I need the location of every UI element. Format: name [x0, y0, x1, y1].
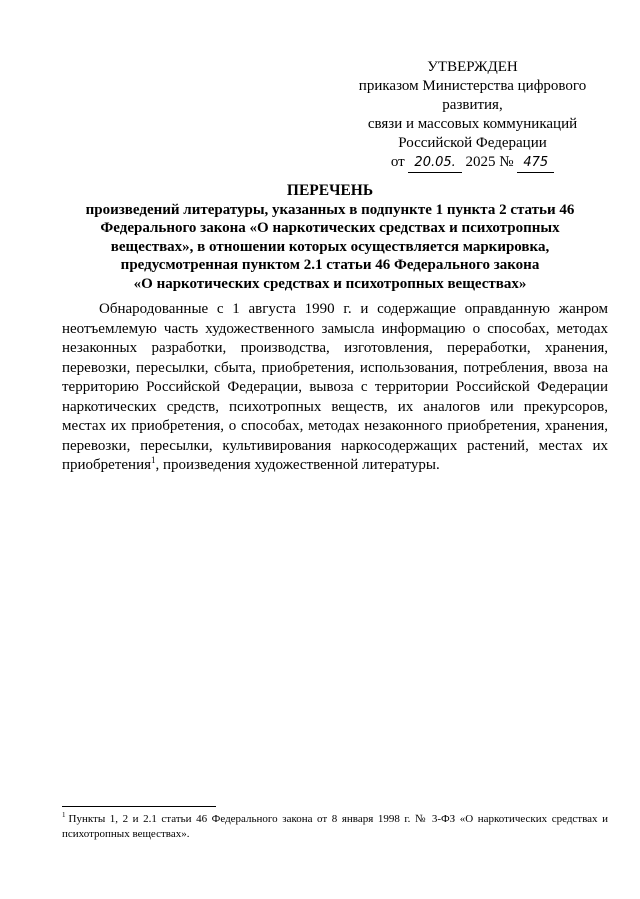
handwritten-date: 20.05. [408, 153, 461, 173]
body-text-part-2: , произведения художественной литературы. [155, 457, 440, 473]
footnote-text: Пункты 1, 2 и 2.1 статьи 46 Федерального закона от 8 января 1998 г. № 3-ФЗ «О наркотических средствах и психотропных веществах». [62, 813, 608, 840]
title-heading: ПЕРЕЧЕНЬ [286, 182, 374, 199]
handwritten-order-number: 475 [517, 153, 554, 173]
approval-line-4: Российской Федерации [398, 135, 547, 151]
title-line-3: веществах», в отношении которых осуществляется маркировка, [110, 238, 550, 255]
footnote-marker: 1 [62, 811, 66, 820]
footnote-divider [62, 806, 216, 807]
title-line-5: «О наркотических средствах и психотропных веществах» [133, 275, 527, 292]
body-paragraph [62, 300, 608, 476]
approval-date-number-line [340, 153, 605, 173]
title-line-4: предусмотренная пунктом 2.1 статьи 46 Федерального закона [120, 257, 540, 273]
title-line-1: произведений литературы, указанных в подпункте 1 пункта 2 статьи 46 [85, 201, 575, 218]
approval-heading: УТВЕРЖДЕН [427, 59, 518, 75]
document-title [80, 182, 580, 293]
footnote-reference[interactable]: 1 [151, 455, 156, 465]
title-line-2: Федерального закона «О наркотических средствах и психотропных [100, 220, 560, 236]
approval-stamp [340, 58, 605, 173]
approval-line-3: связи и массовых коммуникаций [367, 116, 578, 132]
body-text-part-1: Обнародованные с 1 августа 1990 г. и содержащие оправданную жанром неотъемлемую часть художественного замысла информацию о способах, методах незаконных разработки, производства, изготовления, переработки, хранения, перевозки, пересылки, сбыта, приобретения, использования, потребления, ввоза на территорию Российской Федерации, вывоза с территории Российской Федерации наркотических средств, психотропных веществ, их аналогов или прекурсоров, местах их приобретения, о способах, методах незаконного приобретения, хранения, перевозки, пересылки, культивирования наркосодержащих растений, местах их приобретения [62, 301, 608, 473]
date-prefix: от [390, 154, 405, 170]
footnote [62, 812, 608, 842]
year-and-number-label: 2025 № [465, 154, 514, 170]
approval-line-1: приказом Министерства цифрового [358, 78, 587, 94]
approval-line-2: развития, [442, 97, 503, 113]
